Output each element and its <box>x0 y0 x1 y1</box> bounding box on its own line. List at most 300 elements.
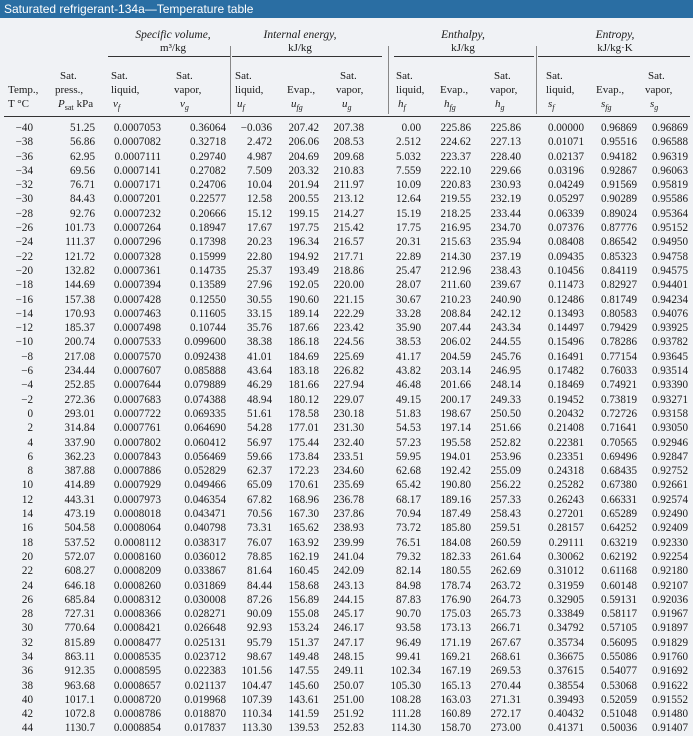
cell-hg: 249.33 <box>490 393 521 406</box>
cell-sg: 0.92107 <box>651 579 688 592</box>
cell-vg: 0.026648 <box>184 622 226 635</box>
cell-press: 101.73 <box>64 222 95 235</box>
separator <box>388 46 389 114</box>
group-specific-volume: Specific volume, <box>135 29 211 41</box>
cell-vg: 0.085888 <box>184 365 226 378</box>
cell-hg: 234.70 <box>490 222 521 235</box>
table-row <box>0 250 693 264</box>
cell-hfg: 167.19 <box>440 665 471 678</box>
cell-uf: 107.39 <box>241 693 272 706</box>
cell-hf: 96.49 <box>396 636 421 649</box>
cell-sfg: 0.90289 <box>600 193 637 206</box>
cell-vg: 0.017837 <box>184 722 226 735</box>
cell-ug: 223.42 <box>333 322 364 335</box>
cell-uf: 7.509 <box>247 164 272 177</box>
group-internal-energy: Internal energy, <box>263 29 337 41</box>
cell-uf: 104.47 <box>241 679 272 692</box>
col-sf-symbol: $s_f$ <box>548 98 555 113</box>
cell-ufg: 139.53 <box>288 722 319 735</box>
table-row <box>0 521 693 535</box>
cell-hg: 245.76 <box>490 350 521 363</box>
cell-ufg: 180.12 <box>288 393 319 406</box>
cell-ufg: 196.34 <box>288 236 319 249</box>
cell-hf: 82.14 <box>396 565 421 578</box>
cell-temp: −2 <box>21 393 33 406</box>
cell-uf: 2.472 <box>247 136 272 149</box>
cell-sfg: 0.79429 <box>600 322 637 335</box>
cell-press: 185.37 <box>64 322 95 335</box>
cell-temp: 4 <box>27 436 33 449</box>
cell-hf: 105.30 <box>390 679 421 692</box>
cell-temp: 14 <box>21 508 33 521</box>
col-ufg-line1: Evap., <box>287 84 316 96</box>
cell-ufg: 194.92 <box>288 250 319 263</box>
cell-sf: 0.23351 <box>547 450 584 463</box>
cell-hfg: 194.01 <box>440 450 471 463</box>
cell-uf: 87.26 <box>247 593 272 606</box>
cell-uf: 54.28 <box>247 422 272 435</box>
cell-hf: 33.28 <box>396 307 421 320</box>
cell-ufg: 190.60 <box>288 293 319 306</box>
cell-sg: 0.92180 <box>651 565 688 578</box>
col-press-line0: Sat. <box>60 70 77 82</box>
cell-sfg: 0.96869 <box>600 122 637 134</box>
table-row <box>0 350 693 364</box>
cell-sf: 0.19452 <box>547 393 584 406</box>
cell-hf: 2.512 <box>396 136 421 149</box>
cell-press: 200.74 <box>64 336 95 349</box>
cell-hf: 12.64 <box>396 193 421 206</box>
cell-vg: 0.023712 <box>184 650 226 663</box>
cell-hf: 20.31 <box>396 236 421 249</box>
cell-sf: 0.31012 <box>547 565 584 578</box>
cell-temp: −34 <box>15 164 33 177</box>
table-row <box>0 693 693 707</box>
cell-ug: 241.04 <box>333 550 364 563</box>
cell-ug: 227.94 <box>333 379 364 392</box>
cell-sg: 0.95152 <box>651 222 688 235</box>
cell-temp: 36 <box>21 665 33 678</box>
cell-ug: 250.07 <box>333 679 364 692</box>
cell-hf: 70.94 <box>396 508 421 521</box>
cell-press: 69.56 <box>70 164 95 177</box>
cell-sg: 0.93925 <box>651 322 688 335</box>
cell-sf: 0.10456 <box>547 264 584 277</box>
cell-ufg: 177.01 <box>288 422 319 435</box>
table-row <box>0 135 693 149</box>
table-row <box>0 278 693 292</box>
cell-vg: 0.18947 <box>189 222 226 235</box>
cell-sg: 0.92574 <box>651 493 688 506</box>
cell-sfg: 0.64252 <box>600 522 637 535</box>
table-row <box>0 207 693 221</box>
cell-ug: 213.12 <box>333 193 364 206</box>
cell-sfg: 0.51048 <box>600 708 637 721</box>
cell-hfg: 204.59 <box>440 350 471 363</box>
cell-sfg: 0.87776 <box>600 222 637 235</box>
cell-ug: 251.00 <box>333 693 364 706</box>
cell-hf: 93.58 <box>396 622 421 635</box>
cell-temp: 22 <box>21 565 33 578</box>
col-vf-line0: Sat. <box>111 70 128 82</box>
cell-ug: 225.69 <box>333 350 364 363</box>
cell-hg: 252.82 <box>490 436 521 449</box>
cell-hf: 5.032 <box>396 150 421 163</box>
cell-sf: 0.34792 <box>547 622 584 635</box>
cell-hg: 251.66 <box>490 422 521 435</box>
table-row <box>0 536 693 550</box>
cell-sf: 0.17482 <box>547 365 584 378</box>
cell-vg: 0.32718 <box>189 136 226 149</box>
cell-hg: 235.94 <box>490 236 521 249</box>
cell-uf: 38.38 <box>247 336 272 349</box>
cell-hfg: 190.80 <box>440 479 471 492</box>
cell-sf: 0.14497 <box>547 322 584 335</box>
cell-sg: 0.95364 <box>651 207 688 220</box>
cell-temp: −20 <box>15 264 33 277</box>
cell-sfg: 0.78286 <box>600 336 637 349</box>
cell-ufg: 204.69 <box>288 150 319 163</box>
group-enthalpy: Enthalpy, <box>441 29 485 41</box>
cell-temp: −38 <box>15 136 33 149</box>
cell-uf: 25.37 <box>247 264 272 277</box>
cell-hg: 261.64 <box>490 550 521 563</box>
cell-ug: 247.17 <box>333 636 364 649</box>
cell-temp: −14 <box>15 307 33 320</box>
cell-uf: 12.58 <box>247 193 272 206</box>
cell-vg: 0.13589 <box>189 279 226 292</box>
table-row <box>0 478 693 492</box>
cell-sg: 0.94950 <box>651 236 688 249</box>
cell-vg: 0.20666 <box>189 207 226 220</box>
cell-ug: 229.07 <box>333 393 364 406</box>
cell-sg: 0.91760 <box>651 650 688 663</box>
cell-sfg: 0.71641 <box>600 422 637 435</box>
cell-sf: 0.18469 <box>547 379 584 392</box>
cell-vg: 0.030008 <box>184 593 226 606</box>
cell-hg: 256.22 <box>490 479 521 492</box>
cell-temp: 28 <box>21 608 33 621</box>
cell-sf: 0.06339 <box>547 207 584 220</box>
cell-temp: 6 <box>27 450 33 463</box>
cell-hf: 17.75 <box>396 222 421 235</box>
cell-ufg: 184.69 <box>288 350 319 363</box>
cell-hf: 68.17 <box>396 493 421 506</box>
cell-sfg: 0.86542 <box>600 236 637 249</box>
cell-hfg: 208.84 <box>440 307 471 320</box>
cell-sf: 0.07376 <box>547 222 584 235</box>
cell-vf: 0.0008209 <box>113 565 161 578</box>
table-row <box>0 307 693 321</box>
cell-sfg: 0.89024 <box>600 207 637 220</box>
cell-hfg: 171.19 <box>440 636 471 649</box>
cell-uf: 56.97 <box>247 436 272 449</box>
col-ug-line0: Sat. <box>340 70 357 82</box>
cell-sfg: 0.52059 <box>600 693 637 706</box>
cell-uf: 67.82 <box>247 493 272 506</box>
cell-hfg: 203.14 <box>440 365 471 378</box>
cell-hf: 7.559 <box>396 164 421 177</box>
cell-press: 572.07 <box>64 550 95 563</box>
cell-hfg: 225.86 <box>440 122 471 134</box>
cell-sg: 0.93390 <box>651 379 688 392</box>
cell-uf: 76.07 <box>247 536 272 549</box>
cell-vf: 0.0007171 <box>113 179 161 192</box>
cell-temp: 42 <box>21 708 33 721</box>
cell-vf: 0.0007082 <box>113 136 161 149</box>
cell-sg: 0.91692 <box>651 665 688 678</box>
cell-hg: 240.90 <box>490 293 521 306</box>
cell-sg: 0.94575 <box>651 264 688 277</box>
cell-temp: 16 <box>21 522 33 535</box>
cell-sf: 0.30062 <box>547 550 584 563</box>
cell-sf: 0.24318 <box>547 465 584 478</box>
cell-sg: 0.93645 <box>651 350 688 363</box>
cell-hfg: 195.58 <box>440 436 471 449</box>
cell-sf: 0.08408 <box>547 236 584 249</box>
col-ug-line1: vapor, <box>336 84 364 96</box>
group-specific-volume-unit: m³/kg <box>160 42 186 54</box>
cell-vg: 0.021137 <box>184 679 226 692</box>
col-sg-line0: Sat. <box>648 70 665 82</box>
cell-hfg: 182.33 <box>440 550 471 563</box>
cell-hfg: 178.74 <box>440 579 471 592</box>
cell-sf: 0.32905 <box>547 593 584 606</box>
cell-hg: 265.73 <box>490 608 521 621</box>
cell-vg: 0.22577 <box>189 193 226 206</box>
cell-press: 414.89 <box>64 479 95 492</box>
cell-ug: 243.13 <box>333 579 364 592</box>
cell-hfg: 223.37 <box>440 150 471 163</box>
table-row <box>0 707 693 721</box>
cell-sfg: 0.68435 <box>600 465 637 478</box>
cell-press: 362.23 <box>64 450 95 463</box>
cell-sg: 0.93271 <box>651 393 688 406</box>
cell-ug: 210.83 <box>333 164 364 177</box>
table-row <box>0 436 693 450</box>
cell-vg: 0.022383 <box>184 665 226 678</box>
cell-sg: 0.91552 <box>651 693 688 706</box>
cell-vg: 0.074388 <box>184 393 226 406</box>
cell-press: 337.90 <box>64 436 95 449</box>
cell-ufg: 143.61 <box>288 693 319 706</box>
cell-hfg: 220.83 <box>440 179 471 192</box>
cell-press: 1017.1 <box>64 693 95 706</box>
cell-temp: −40 <box>15 122 33 134</box>
cell-sg: 0.92661 <box>651 479 688 492</box>
cell-vf: 0.0007053 <box>113 122 161 134</box>
cell-hfg: 173.13 <box>440 622 471 635</box>
cell-sg: 0.92946 <box>651 436 688 449</box>
col-sg-symbol: $s_g$ <box>650 98 659 113</box>
group-entropy: Entropy, <box>595 29 635 41</box>
cell-sfg: 0.61168 <box>601 565 637 578</box>
cell-sfg: 0.73819 <box>600 393 637 406</box>
cell-sfg: 0.62192 <box>600 550 637 563</box>
cell-hfg: 192.42 <box>440 465 471 478</box>
cell-ufg: 170.61 <box>288 479 319 492</box>
cell-hfg: 211.60 <box>440 279 471 292</box>
cell-press: 1130.7 <box>64 722 95 735</box>
cell-ufg: 201.94 <box>288 179 319 192</box>
cell-vf: 0.0007361 <box>113 264 161 277</box>
cell-temp: 38 <box>21 679 33 692</box>
cell-press: 234.44 <box>64 365 95 378</box>
col-sf-line0: Sat. <box>546 70 563 82</box>
table-row <box>0 450 693 464</box>
cell-vf: 0.0007201 <box>113 193 161 206</box>
cell-sg: 0.91829 <box>651 636 688 649</box>
cell-temp: −12 <box>15 322 33 335</box>
cell-vf: 0.0008018 <box>113 508 161 521</box>
cell-hfg: 200.17 <box>440 393 471 406</box>
cell-uf: 70.56 <box>247 508 272 521</box>
cell-ug: 239.99 <box>333 536 364 549</box>
col-vf-symbol: $v_f$ <box>113 98 121 113</box>
col-uf-line0: Sat. <box>235 70 252 82</box>
cell-ufg: 153.24 <box>288 622 319 635</box>
cell-vf: 0.0007463 <box>113 307 161 320</box>
specific-volume-underline <box>108 56 230 57</box>
table-row <box>0 650 693 664</box>
cell-hfg: 184.08 <box>440 536 471 549</box>
cell-sg: 0.96319 <box>651 150 688 163</box>
cell-hg: 225.86 <box>490 122 521 134</box>
cell-ug: 230.18 <box>333 407 364 420</box>
cell-press: 92.76 <box>70 207 95 220</box>
cell-hf: 62.68 <box>396 465 421 478</box>
cell-hg: 248.14 <box>490 379 521 392</box>
col-hf-line1: liquid, <box>396 84 425 96</box>
cell-sg: 0.92409 <box>651 522 688 535</box>
cell-sfg: 0.60148 <box>600 579 637 592</box>
cell-hfg: 165.13 <box>440 679 471 692</box>
cell-uf: 22.80 <box>247 250 272 263</box>
cell-vg: 0.14735 <box>189 264 226 277</box>
cell-temp: 0 <box>27 407 33 420</box>
cell-uf: 62.37 <box>247 465 272 478</box>
cell-ug: 220.00 <box>333 279 364 292</box>
cell-hf: 111.28 <box>391 708 421 721</box>
cell-ug: 233.51 <box>333 450 364 463</box>
cell-hfg: 222.10 <box>440 164 471 177</box>
cell-sg: 0.93050 <box>651 422 688 435</box>
cell-hfg: 189.16 <box>440 493 471 506</box>
cell-sfg: 0.91569 <box>600 179 637 192</box>
cell-press: 863.11 <box>64 650 95 663</box>
cell-vf: 0.0008366 <box>113 608 161 621</box>
cell-ug: 249.11 <box>333 665 364 678</box>
cell-vg: 0.15999 <box>189 250 226 263</box>
col-vf-line1: liquid, <box>111 84 140 96</box>
cell-vf: 0.0007232 <box>113 207 161 220</box>
cell-vg: 0.060412 <box>184 436 226 449</box>
cell-uf: 30.55 <box>247 293 272 306</box>
cell-press: 252.85 <box>64 379 95 392</box>
cell-vf: 0.0008260 <box>113 579 161 592</box>
cell-temp: 20 <box>21 550 33 563</box>
table-row <box>0 621 693 635</box>
cell-vg: 0.24706 <box>189 179 226 192</box>
cell-vg: 0.025131 <box>184 636 226 649</box>
cell-sfg: 0.50036 <box>600 722 637 735</box>
cell-sg: 0.91897 <box>651 622 688 635</box>
cell-sg: 0.93782 <box>651 336 688 349</box>
cell-hf: 87.83 <box>396 593 421 606</box>
cell-vg: 0.043471 <box>184 508 226 521</box>
cell-uf: 41.01 <box>247 350 272 363</box>
cell-press: 815.89 <box>64 636 95 649</box>
cell-ug: 218.86 <box>333 264 364 277</box>
cell-uf: 101.56 <box>241 665 272 678</box>
cell-hg: 267.67 <box>490 636 521 649</box>
cell-hg: 244.55 <box>490 336 521 349</box>
cell-hg: 229.66 <box>490 164 521 177</box>
cell-sg: 0.92036 <box>651 593 688 606</box>
cell-sfg: 0.82927 <box>600 279 637 292</box>
cell-sf: 0.25282 <box>547 479 584 492</box>
cell-hf: 22.89 <box>396 250 421 263</box>
cell-hg: 242.12 <box>490 307 521 320</box>
cell-hfg: 197.14 <box>440 422 471 435</box>
cell-sfg: 0.77154 <box>600 350 637 363</box>
enthalpy-underline <box>394 56 534 57</box>
cell-uf: 78.85 <box>247 550 272 563</box>
cell-hfg: 212.96 <box>440 264 471 277</box>
cell-vf: 0.0007722 <box>113 407 161 420</box>
table-row <box>0 593 693 607</box>
cell-uf: 95.79 <box>247 636 272 649</box>
col-hg-symbol: $h_g$ <box>495 98 505 113</box>
cell-uf: 59.66 <box>247 450 272 463</box>
cell-uf: 17.67 <box>247 222 272 235</box>
col-uf-symbol: $u_f$ <box>237 98 245 113</box>
col-press-line1: press., <box>55 84 84 96</box>
cell-vf: 0.0007533 <box>113 336 161 349</box>
table-row <box>0 293 693 307</box>
cell-press: 1072.8 <box>64 708 95 721</box>
cell-hfg: 169.21 <box>440 650 471 663</box>
col-ug-symbol: $u_g$ <box>342 98 352 113</box>
cell-vg: 0.019968 <box>184 693 226 706</box>
cell-vf: 0.0007973 <box>113 493 161 506</box>
cell-ug: 208.53 <box>333 136 364 149</box>
cell-ufg: 158.68 <box>288 579 319 592</box>
cell-hfg: 216.95 <box>440 222 471 235</box>
cell-sfg: 0.92867 <box>600 164 637 177</box>
cell-uf: 27.96 <box>247 279 272 292</box>
cell-sf: 0.02137 <box>547 150 584 163</box>
cell-sg: 0.96063 <box>651 164 688 177</box>
table-row <box>0 664 693 678</box>
cell-sfg: 0.54077 <box>600 665 637 678</box>
cell-ug: 235.69 <box>333 479 364 492</box>
cell-press: 770.64 <box>64 622 95 635</box>
cell-vf: 0.0008112 <box>114 536 161 549</box>
cell-vf: 0.0007761 <box>113 422 161 435</box>
table-body <box>0 121 693 736</box>
cell-vg: 0.018870 <box>184 708 226 721</box>
cell-sf: 0.40432 <box>547 708 584 721</box>
cell-sfg: 0.69496 <box>600 450 637 463</box>
cell-ug: 214.27 <box>333 207 364 220</box>
cell-sg: 0.95586 <box>651 193 688 206</box>
cell-sfg: 0.55086 <box>600 650 637 663</box>
table-row <box>0 235 693 249</box>
cell-vf: 0.0008535 <box>113 650 161 663</box>
cell-vg: 0.056469 <box>184 450 226 463</box>
cell-sfg: 0.67380 <box>600 479 637 492</box>
